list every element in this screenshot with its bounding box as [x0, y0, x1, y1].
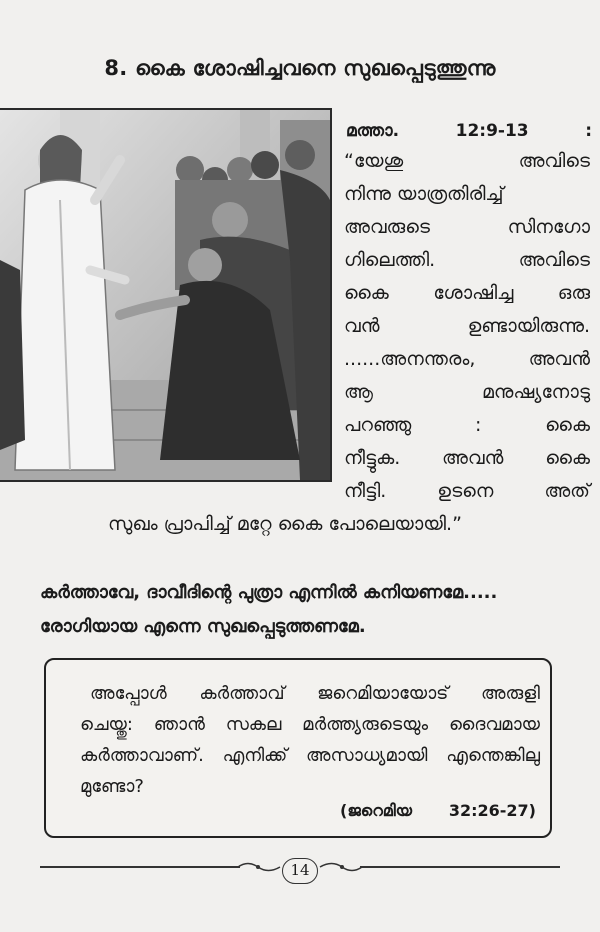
verse-word: അവരുടെ — [344, 216, 430, 238]
footer-rule-right — [360, 866, 560, 868]
prayer-line-1: കർത്താവേ, ദാവീദിന്റെ പുത്രാ എന്നിൽ കനിയണമേ..... — [40, 582, 498, 603]
verse-word: ആ — [344, 381, 373, 403]
verse-line — [344, 346, 590, 372]
verse-line — [344, 412, 590, 438]
verse-word: നിന്നു യാത്രതിരിച്ച് — [344, 183, 504, 205]
verse-word: ഗിലെത്തി. — [344, 249, 436, 271]
verse-word: അവൻ — [528, 348, 590, 370]
verse-word: ശോഷിച്ച — [433, 282, 514, 304]
verse-word: : — [475, 414, 482, 436]
verse-line — [344, 379, 590, 405]
verse-last-line — [108, 511, 592, 537]
verse-word: ഉടനെ — [437, 480, 494, 502]
quote-word: ദൈവമായ — [448, 714, 540, 735]
quote-word: ജറെമിയായോട് — [317, 683, 449, 704]
prayer-line-2: രോഗിയായ എന്നെ സുഖപ്പെടുത്തണമേ. — [40, 616, 366, 637]
quote-word: കർത്താവാണ്. — [80, 745, 204, 766]
verse-word: കൈ — [344, 282, 389, 304]
verse-word: ഒരു — [557, 282, 590, 304]
verse-colon: : — [585, 121, 592, 141]
illustration-drawing — [0, 110, 330, 480]
verse-word: അത് — [544, 480, 590, 502]
verse-word: അവൻ — [442, 447, 504, 469]
quote-word: സകല — [225, 714, 282, 735]
quote-line — [80, 712, 540, 738]
quote-word: മർത്ത്യരുടെയും — [302, 714, 429, 735]
verse-word: മനുഷ്യനോടു — [481, 381, 590, 403]
verse-word: സുഖം പ്രാപിച്ച് മറ്റേ കൈ പോലെയായി.” — [108, 513, 462, 535]
verse-line — [344, 313, 590, 339]
section-title: 8. കൈ ശോഷിച്ചവനെ സുഖപ്പെടുത്തുന്നു — [104, 56, 496, 80]
verse-word: “യേശു — [344, 150, 404, 172]
verse-word: സിനഗോ — [507, 216, 590, 238]
quote-word: എന്തെങ്കിലു — [446, 745, 540, 766]
verse-line — [344, 181, 590, 207]
verse-word: കൈ — [545, 414, 590, 436]
quote-reference — [340, 801, 536, 821]
page-number: 14 — [282, 858, 318, 884]
verse-line — [344, 478, 590, 504]
verse-word: നീട്ടി. — [344, 480, 387, 502]
verse-book: മത്താ. — [346, 121, 400, 141]
verse-chapter-verse: 12:9-13 — [455, 121, 529, 141]
quote-word: എനിക്ക് — [222, 745, 288, 766]
flourish-right-icon — [318, 859, 364, 875]
verse-line — [344, 148, 590, 174]
verse-line — [344, 280, 590, 306]
quote-word: അപ്പോൾ — [90, 683, 167, 704]
verse-word: കൈ — [545, 447, 590, 469]
quote-word: അരുളി — [481, 683, 540, 704]
quote-word: അസാധ്യമായി — [306, 745, 428, 766]
verse-word: അവിടെ — [518, 150, 590, 172]
verse-word: ഉണ്ടായിരുന്നു. — [467, 315, 590, 337]
verse-word: പറഞ്ഞു — [344, 414, 412, 436]
verse-reference — [346, 121, 592, 141]
verse-line — [344, 214, 590, 240]
verse-line — [344, 247, 590, 273]
quote-book: (ജറെമിയ — [340, 801, 413, 820]
verse-line — [344, 445, 590, 471]
verse-word: വൻ — [344, 315, 380, 337]
quote-line — [90, 681, 540, 707]
quote-chapter-verse: 32:26-27) — [448, 801, 536, 820]
quote-line — [80, 743, 540, 769]
healing-illustration — [0, 108, 332, 482]
verse-word: നീട്ടുക. — [344, 447, 401, 469]
quote-word: കർത്താവ് — [199, 683, 285, 704]
quote-word: ചെയ്തു: — [80, 714, 133, 735]
flourish-left-icon — [236, 859, 282, 875]
quote-word: ഞാൻ — [153, 714, 205, 735]
verse-word: അവിടെ — [518, 249, 590, 271]
quote-last-line: മുണ്ടോ? — [80, 776, 144, 797]
footer-rule-left — [40, 866, 240, 868]
verse-word: ......അനന്തരം, — [344, 348, 476, 370]
